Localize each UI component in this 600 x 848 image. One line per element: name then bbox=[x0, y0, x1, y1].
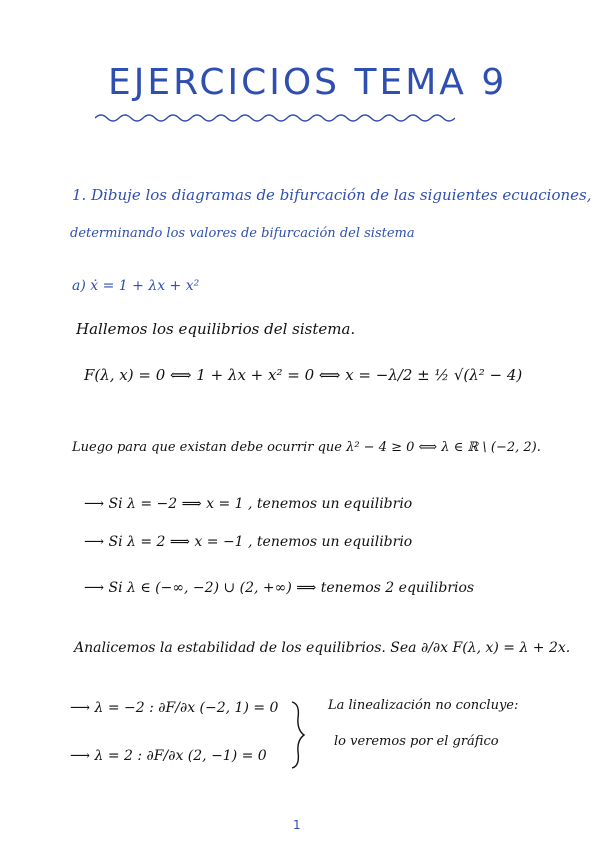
title-wavy-underline bbox=[95, 108, 455, 128]
stability-lambda-minus-2: ⟶ λ = −2 : ∂F/∂x (−2, 1) = 0 bbox=[70, 700, 279, 716]
page-title: EJERCICIOS TEMA 9 bbox=[108, 62, 508, 103]
right-brace bbox=[288, 700, 308, 770]
note-linealizacion: La linealización no concluye: bbox=[328, 698, 519, 713]
sub-exercise-a: a) ẋ = 1 + λx + x² bbox=[72, 278, 200, 294]
text-analicemos-estabilidad: Analicemos la estabilidad de los equilibrios. Sea ∂/∂x F(λ, x) = λ + 2x. bbox=[74, 640, 571, 656]
equilibrium-equation: F(λ, x) = 0 ⟺ 1 + λx + x² = 0 ⟺ x = −λ/2 ± ½ √(λ² − 4) bbox=[84, 366, 523, 384]
text-hallemos-equilibrios: Hallemos los equilibrios del sistema. bbox=[76, 320, 356, 338]
exercise-statement-line-2: determinando los valores de bifurcación del sistema bbox=[70, 226, 415, 241]
case-lambda-2: ⟶ Si λ = 2 ⟹ x = −1 , tenemos un equilibrio bbox=[84, 534, 413, 550]
case-lambda-minus-2: ⟶ Si λ = −2 ⟹ x = 1 , tenemos un equilibrio bbox=[84, 496, 413, 512]
stability-lambda-2: ⟶ λ = 2 : ∂F/∂x (2, −1) = 0 bbox=[70, 748, 267, 764]
note-grafico: lo veremos por el gráfico bbox=[334, 734, 499, 749]
exercise-statement-line-1: 1. Dibuje los diagramas de bifurcación de las siguientes ecuaciones, bbox=[72, 186, 592, 204]
case-lambda-outside: ⟶ Si λ ∈ (−∞, −2) ∪ (2, +∞) ⟹ tenemos 2 equilibrios bbox=[84, 580, 475, 596]
page-number: 1 bbox=[293, 818, 301, 832]
text-existence-condition: Luego para que existan debe ocurrir que λ² − 4 ≥ 0 ⟺ λ ∈ ℝ \ (−2, 2). bbox=[72, 440, 541, 455]
